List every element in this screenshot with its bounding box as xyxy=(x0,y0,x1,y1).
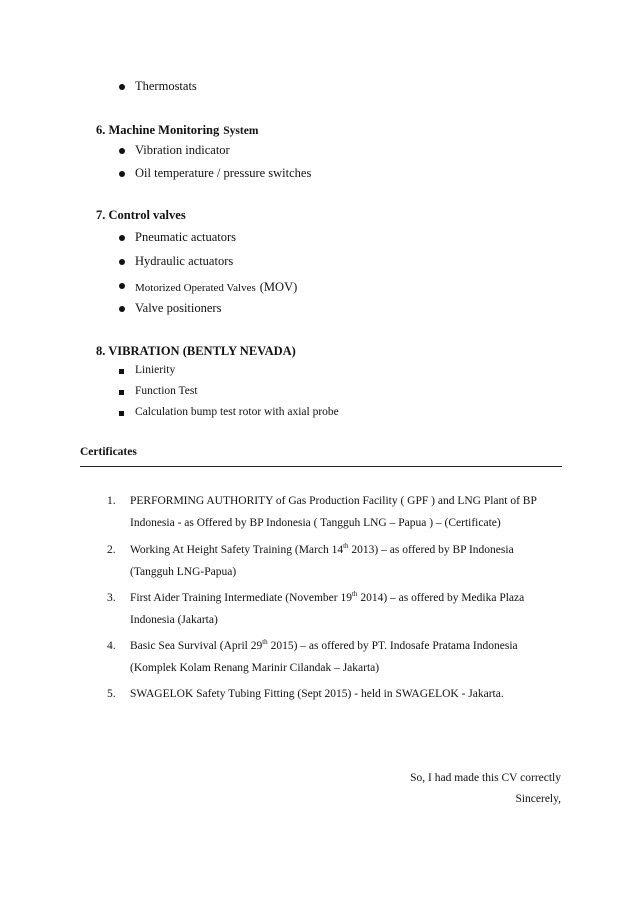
list-item xyxy=(135,278,297,296)
list-item: Hydraulic actuators xyxy=(135,254,234,268)
list-item: Calculation bump test rotor with axial probe xyxy=(135,406,339,418)
certificate-text: Basic Sea Survival (April 29 xyxy=(130,640,263,652)
divider xyxy=(80,466,562,467)
certificate-line xyxy=(130,640,518,652)
bullet-icon xyxy=(119,171,125,177)
certificate-line: Indonesia (Jakarta) xyxy=(130,614,218,626)
list-item: Function Test xyxy=(135,385,198,397)
certificate-line: (Tangguh LNG-Papua) xyxy=(130,566,237,578)
certificate-text: 2014) – as offered by Medika Plaza xyxy=(357,592,525,604)
superscript: th xyxy=(351,590,358,599)
closing-statement: So, I had made this CV correctly xyxy=(410,772,561,784)
section-7-heading: 7. Control valves xyxy=(96,208,186,222)
bullet-icon xyxy=(119,148,125,154)
list-item-text: (MOV) xyxy=(259,280,298,294)
list-item: Vibration indicator xyxy=(135,143,230,157)
certificate-line: SWAGELOK Safety Tubing Fitting (Sept 2015) - held in SWAGELOK - Jakarta. xyxy=(130,688,504,700)
certificate-line xyxy=(130,592,524,604)
section-heading-text: 6. Machine Monitoring xyxy=(96,123,220,137)
certificate-text: Working At Height Safety Training (March 14 xyxy=(130,544,344,556)
certificate-text: 2013) – as offered by BP Indonesia xyxy=(348,544,514,556)
list-number: 4. xyxy=(107,640,116,652)
bullet-icon xyxy=(119,283,125,289)
certificate-line: Indonesia - as Offered by BP Indonesia ( Tangguh LNG – Papua ) – (Certificate) xyxy=(130,517,501,529)
list-item: Oil temperature / pressure switches xyxy=(135,166,312,180)
bullet-icon xyxy=(119,84,125,90)
list-number: 1. xyxy=(107,495,116,507)
certificate-text: First Aider Training Intermediate (November 19 xyxy=(130,592,352,604)
certificate-line: (Komplek Kolam Renang Marinir Cilandak – Jakarta) xyxy=(130,662,380,674)
superscript: th xyxy=(262,638,268,647)
square-bullet-icon xyxy=(119,411,124,416)
list-number: 3. xyxy=(107,592,116,604)
list-item: Thermostats xyxy=(135,79,197,93)
certificate-line xyxy=(130,544,514,556)
square-bullet-icon xyxy=(119,369,124,374)
list-item: Pneumatic actuators xyxy=(135,230,237,244)
section-6-heading xyxy=(96,121,258,139)
list-item: Valve positioners xyxy=(135,301,222,315)
list-number: 5. xyxy=(107,688,116,700)
section-heading-text: System xyxy=(223,125,259,137)
certificates-heading: Certificates xyxy=(80,446,137,458)
list-number: 2. xyxy=(107,544,116,556)
certificate-line: PERFORMING AUTHORITY of Gas Production Facility ( GPF ) and LNG Plant of BP xyxy=(130,495,537,507)
superscript: th xyxy=(343,542,349,551)
closing-signoff: Sincerely, xyxy=(515,793,561,805)
bullet-icon xyxy=(119,306,125,312)
list-item: Linierity xyxy=(135,364,176,376)
list-item-text: Motorized Operated Valves xyxy=(135,282,256,294)
certificate-text: 2015) – as offered by PT. Indosafe Pratama Indonesia xyxy=(267,640,518,652)
bullet-icon xyxy=(119,259,125,265)
section-8-heading: 8. VIBRATION (BENTLY NEVADA) xyxy=(96,344,296,358)
square-bullet-icon xyxy=(119,390,124,395)
bullet-icon xyxy=(119,235,125,241)
